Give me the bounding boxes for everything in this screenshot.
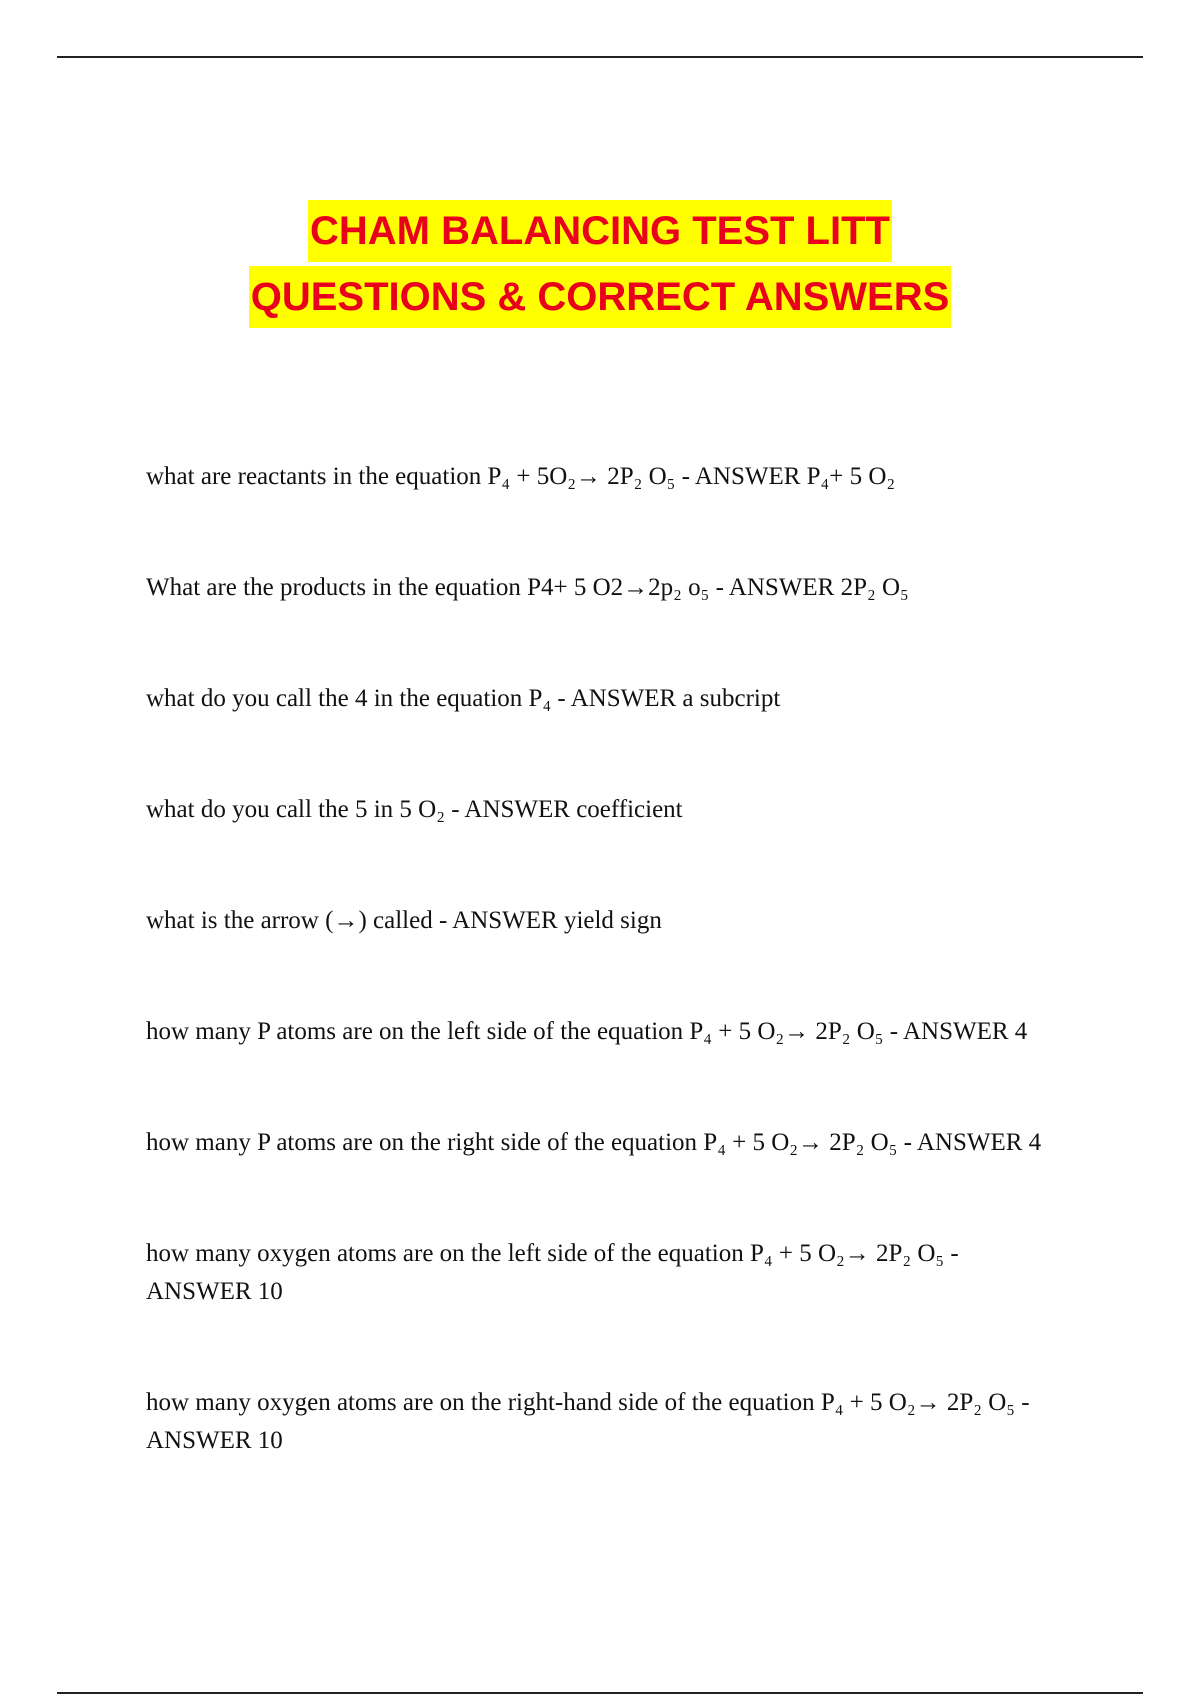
qa-item-4: what do you call the 5 in 5 O₂ - ANSWER coefficient (146, 796, 683, 823)
qa-item-3: what do you call the 4 in the equation P₄ - ANSWER a subcript (146, 685, 781, 712)
header-rule (57, 56, 1143, 58)
qa-item-2: What are the products in the equation P4+ 5 O2→2p₂ o₅ - ANSWER 2P₂ O₅ (146, 574, 909, 601)
qa-item-5: what is the arrow (→) called - ANSWER yield sign (146, 907, 662, 934)
qa-item-6: how many P atoms are on the left side of the equation P₄ + 5 O₂→ 2P₂ O₅ - ANSWER 4 (146, 1018, 1028, 1045)
title-line-2: QUESTIONS & CORRECT ANSWERS (249, 266, 952, 328)
qa-item-8: how many oxygen atoms are on the left side of the equation P₄ + 5 O₂→ 2P₂ O₅ - ANSWER 10 (146, 1240, 959, 1305)
title-line-1: CHAM BALANCING TEST LITT (308, 200, 892, 262)
qa-item-9: how many oxygen atoms are on the right-hand side of the equation P₄ + 5 O₂→ 2P₂ O₅ - ANSWER 10 (146, 1389, 1030, 1454)
qa-item-7: how many P atoms are on the right side of the equation P₄ + 5 O₂→ 2P₂ O₅ - ANSWER 4 (146, 1129, 1042, 1156)
qa-item-1: what are reactants in the equation P₄ + 5O₂→ 2P₂ O₅ - ANSWER P₄+ 5 O₂ (146, 463, 896, 490)
document-title (0, 200, 1200, 328)
qa-list (146, 458, 1046, 1533)
footer-rule (57, 1692, 1143, 1694)
